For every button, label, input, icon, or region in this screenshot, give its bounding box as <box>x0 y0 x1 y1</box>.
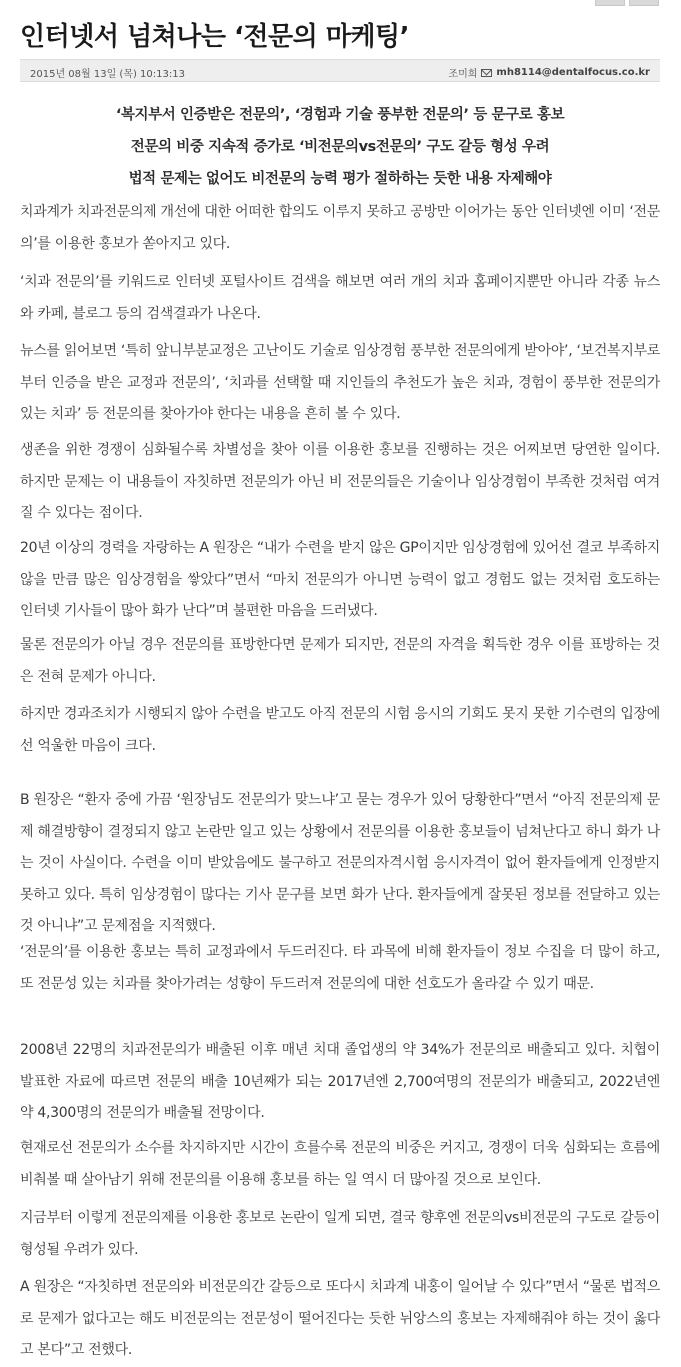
article-meta-bar <box>20 59 660 82</box>
body-paragraph: 치과계가 치과전문의제 개선에 대한 어떠한 합의도 이루지 못하고 공방만 이어가는 동안 인터넷엔 이미 ‘전문의’를 이용한 홍보가 쏟아지고 있다. <box>20 204 660 252</box>
body-paragraph: 20년 이상의 경력을 자랑하는 A 원장은 “내가 수련을 받지 않은 GP이지만 임상경험에 있어선 결코 부족하지 않을 만큼 많은 임상경험을 쌓았다”면서 “마치 전문의가 아니면 능력이 없고 경험도 없는 것처럼 호도하는 인터넷 기사들이 많아 화가 난다”며 불편한 마음을 드러냈다. <box>20 540 660 619</box>
article-title: 인터넷서 넘쳐나는 ‘전문의 마케팅’ <box>20 22 410 52</box>
body-paragraph: ‘전문의’를 이용한 홍보는 특히 교정과에서 두드러진다. 타 과목에 비해 환자들이 정보 수집을 더 많이 하고, 또 전문성 있는 치과를 찾아가려는 성향이 두드러져 전문의에 대한 선호도가 올라갈 수 있기 때문. <box>20 944 660 992</box>
subhead: ‘복지부서 인증받은 전문의’, ‘경험과 기술 풍부한 전문의’ 등 문구로 홍보 <box>115 107 565 123</box>
body-paragraph: 하지만 경과조치가 시행되지 않아 수련을 받고도 아직 전문의 시험 응시의 기회도 못지 못한 기수련의 입장에선 억울한 마음이 크다. <box>20 706 660 754</box>
article-date: 2015년 08월 13일 (목) 10:13:13 <box>30 69 185 80</box>
body-paragraph: 지금부터 이렇게 전문의제를 이용한 홍보로 논란이 일게 되면, 결국 향후엔 전문의vs비전문의 구도로 갈등이 형성될 우려가 있다. <box>20 1210 660 1258</box>
body-paragraph: 현재로선 전문의가 소수를 차지하지만 시간이 흐를수록 전문의 비중은 커지고, 경쟁이 더욱 심화되는 흐름에 비춰볼 때 살아남기 위해 전문의를 이용해 홍보를 하는 일 역시 더 많아질 것으로 보인다. <box>20 1140 660 1188</box>
subhead: 법적 문제는 없어도 비전문의 능력 평가 절하하는 듯한 내용 자제해야 <box>128 171 552 187</box>
body-paragraph: 생존을 위한 경쟁이 심화될수록 차별성을 찾아 이를 이용한 홍보를 진행하는 것은 어찌보면 당연한 일이다. 하지만 문제는 이 내용들이 자칫하면 전문의가 아닌 비 전문의들은 기술이나 임상경험이 부족한 것처럼 여겨질 수 있다는 점이다. <box>20 442 660 521</box>
top-tab-right[interactable] <box>629 0 659 6</box>
body-paragraph: 2008년 22명의 치과전문의가 배출된 이후 매년 치대 졸업생의 약 34%가 전문의로 배출되고 있다. 치협이 발표한 자료에 따르면 전문의 배출 10년째가 되는 2017년엔 2,700여명의 전문의가 배출되고, 2022년엔 약 4,300명의 전문의가 배출될 전망이다. <box>20 1042 660 1121</box>
body-paragraph: 물론 전문의가 아닐 경우 전문의를 표방한다면 문제가 되지만, 전문의 자격을 획득한 경우 이를 표방하는 것은 전혀 문제가 아니다. <box>20 637 660 685</box>
body-paragraph: ‘치과 전문의’를 키워드로 인터넷 포털사이트 검색을 해보면 여러 개의 치과 홈페이지뿐만 아니라 각종 뉴스와 카페, 블로그 등의 검색결과가 나온다. <box>20 274 660 322</box>
body-paragraph: A 원장은 “자칫하면 전문의와 비전문의간 갈등으로 또다시 치과계 내홍이 일어날 수 있다”면서 “물론 법적으로 문제가 없다고는 해도 비전문의는 전문성이 떨어진다는 듯한 뉘앙스의 홍보는 자제해줘야 하는 것이 옳다고 본다”고 전했다. <box>20 1279 660 1358</box>
top-tab-left[interactable] <box>595 0 625 6</box>
author-name: 조미희 <box>448 69 478 80</box>
article-author-info <box>448 65 650 80</box>
mail-icon[interactable] <box>481 69 492 77</box>
article-subheads <box>20 99 660 195</box>
body-paragraph: B 원장은 “환자 중에 가끔 ‘원장님도 전문의가 맞느냐’고 묻는 경우가 있어 당황한다”면서 “아직 전문의제 문제 해결방향이 결정되지 않고 논란만 일고 있는 상황에서 전문의를 이용한 홍보들이 넘쳐난다고 하니 화가 나는 것이 사실이다. 수련을 이미 받았음에도 불구하고 전문의자격시험 응시자격이 없어 환자들에게 인정받지 못하고 있다. 특히 임상경험이 많다는 기사 문구를 보면 화가 난다. 환자들에게 잘못된 정보를 전달하고 있는 것 아니냐”고 문제점을 지적했다. <box>20 792 660 934</box>
top-tabs <box>595 0 659 6</box>
author-email[interactable]: mh8114@dentalfocus.co.kr <box>496 67 650 78</box>
body-paragraph: 뉴스를 읽어보면 ‘특히 앞니부분교정은 고난이도 기술로 임상경험 풍부한 전문의에게 받아야’, ‘보건복지부로부터 인증을 받은 교정과 전문의’, ‘치과를 선택할 때 지인들의 추천도가 높은 치과, 경험이 풍부한 전문의가 있는 치과’ 등 전문의를 찾아가야 한다는 내용을 흔히 볼 수 있다. <box>20 343 660 422</box>
subhead: 전문의 비중 지속적 증가로 ‘비전문의vs전문의’ 구도 갈등 형성 우려 <box>130 139 550 155</box>
